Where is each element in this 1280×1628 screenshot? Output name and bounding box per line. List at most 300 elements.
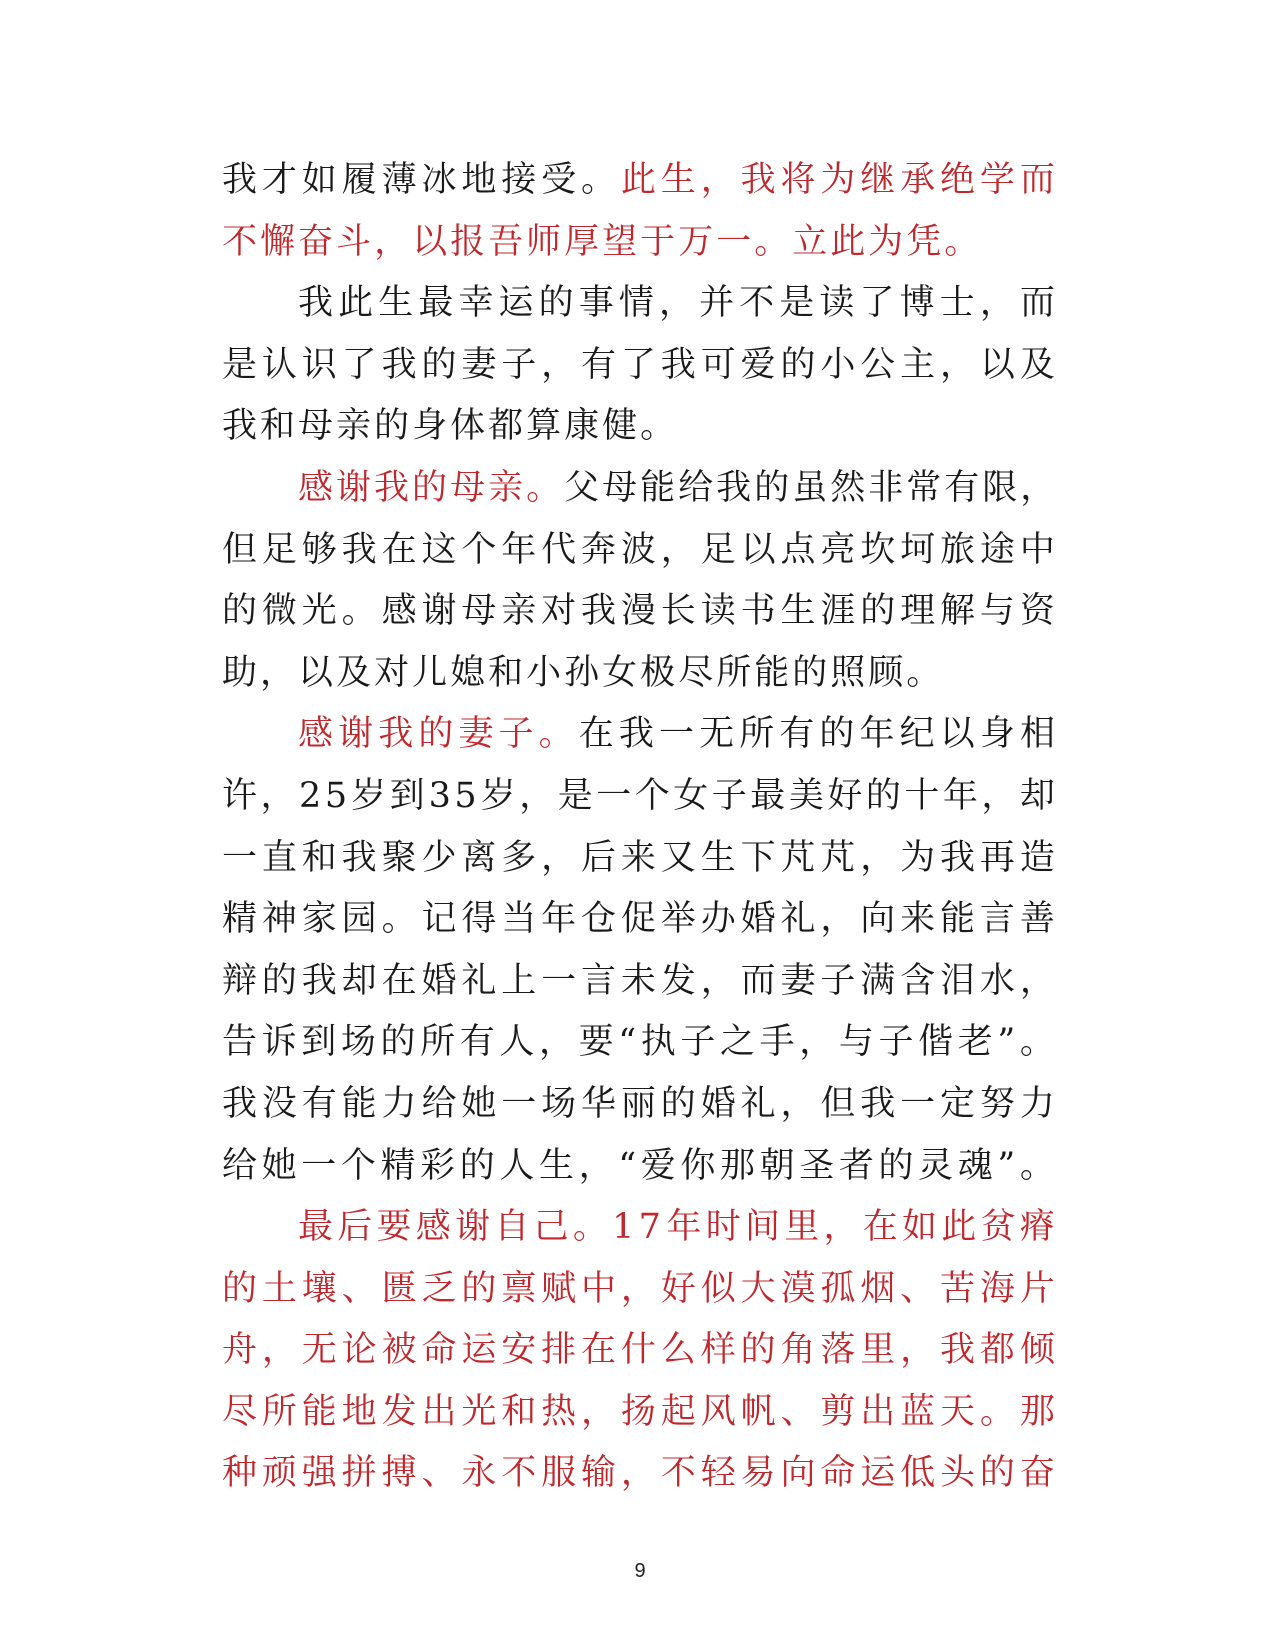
text-char: 我 bbox=[222, 1083, 261, 1124]
text-char: 后 bbox=[337, 1207, 376, 1248]
text-char: 。 bbox=[979, 1391, 1018, 1432]
text-char: 无 bbox=[301, 1330, 340, 1371]
text-char: 拼 bbox=[341, 1453, 380, 1494]
text-char: 与 bbox=[979, 591, 1018, 632]
text-char: 理 bbox=[900, 591, 939, 632]
text-line bbox=[222, 1443, 1058, 1505]
text-char: 助 bbox=[222, 652, 261, 693]
text-char: 漫 bbox=[620, 591, 659, 632]
text-char: 似 bbox=[700, 1268, 739, 1309]
text-char: 角 bbox=[780, 1330, 819, 1371]
text-char: 继 bbox=[860, 160, 899, 200]
text-char: 却 bbox=[341, 960, 380, 1001]
text-char: 不 bbox=[222, 221, 261, 262]
text-char: 我 bbox=[740, 160, 779, 200]
text-char: 能 bbox=[341, 1083, 380, 1124]
text-char: 子 bbox=[501, 344, 540, 385]
text-char: 苦 bbox=[940, 1268, 979, 1309]
text-char: 我 bbox=[581, 591, 620, 632]
text-char: 办 bbox=[700, 899, 739, 940]
text-char: ， bbox=[260, 775, 299, 816]
text-char: 感 bbox=[298, 714, 337, 755]
text-char: 及 bbox=[336, 652, 375, 693]
text-char: 婚 bbox=[740, 899, 779, 940]
text-line bbox=[222, 1074, 1058, 1136]
text-char: ， bbox=[260, 652, 299, 693]
text-char: 蓝 bbox=[900, 1391, 939, 1432]
text-char: 我 bbox=[341, 837, 380, 878]
text-char: 一 bbox=[541, 960, 580, 1001]
text-char: 士 bbox=[939, 283, 978, 324]
text-char: 来 bbox=[620, 837, 659, 878]
text-char: 易 bbox=[740, 1453, 779, 1494]
text-char: 告 bbox=[222, 1022, 261, 1063]
text-char: 地 bbox=[341, 1391, 380, 1432]
text-line bbox=[222, 1259, 1058, 1321]
text-char: 到 bbox=[389, 775, 428, 816]
text-char: 仓 bbox=[581, 899, 620, 940]
text-char: 所 bbox=[716, 652, 755, 693]
text-char: 是 bbox=[557, 775, 596, 816]
text-char: 魂 bbox=[957, 1145, 996, 1186]
text-char: ， bbox=[979, 283, 1018, 324]
text-char: 海 bbox=[979, 1268, 1018, 1309]
text-char: 个 bbox=[340, 1145, 379, 1186]
text-char: ， bbox=[620, 1453, 659, 1494]
text-char: 对 bbox=[374, 652, 413, 693]
text-char: 将 bbox=[780, 160, 819, 200]
text-char: 生 bbox=[780, 591, 819, 632]
text-char: 己 bbox=[533, 1207, 572, 1248]
text-char: 了 bbox=[620, 344, 659, 385]
text-char: ， bbox=[700, 960, 739, 1001]
text-char: 公 bbox=[860, 344, 899, 385]
text-char: 谢 bbox=[421, 591, 460, 632]
text-char: 媳 bbox=[450, 652, 489, 693]
text-char: 受 bbox=[541, 160, 580, 200]
text-line bbox=[222, 150, 1058, 212]
text-char: 爱 bbox=[640, 1145, 679, 1186]
text-char: 和 bbox=[260, 406, 299, 447]
text-char: 以 bbox=[298, 652, 337, 693]
text-char: 生 bbox=[378, 283, 417, 324]
text-char: 园 bbox=[341, 899, 380, 940]
text-char: 望 bbox=[602, 221, 641, 262]
text-char: 天 bbox=[940, 1391, 979, 1432]
text-char: 辩 bbox=[222, 960, 261, 1001]
text-char: 感 bbox=[298, 467, 337, 508]
text-line bbox=[222, 766, 1058, 828]
text-char: 者 bbox=[838, 1145, 877, 1186]
text-char: 报 bbox=[450, 221, 489, 262]
text-char: 妻 bbox=[461, 344, 500, 385]
text-char: 。 bbox=[572, 1207, 611, 1248]
text-char: 谢 bbox=[455, 1207, 494, 1248]
text-char: 感 bbox=[381, 591, 420, 632]
text-char: 奋 bbox=[1019, 1453, 1058, 1494]
text-char: 年 bbox=[501, 529, 540, 570]
text-char: 5 bbox=[324, 775, 351, 816]
text-char: ， bbox=[1020, 467, 1059, 508]
text-char: 你 bbox=[680, 1145, 719, 1186]
text-char: 谢 bbox=[336, 467, 375, 508]
text-char: 母 bbox=[450, 467, 489, 508]
text-char: 冰 bbox=[421, 160, 460, 200]
text-char: 一 bbox=[900, 1083, 939, 1124]
text-char: 少 bbox=[421, 837, 460, 878]
text-char: ， bbox=[981, 775, 1020, 816]
text-char: 代 bbox=[541, 529, 580, 570]
text-char: 一 bbox=[596, 775, 635, 816]
text-char: 离 bbox=[461, 837, 500, 878]
text-char: 及 bbox=[1019, 344, 1058, 385]
text-char: 能 bbox=[640, 467, 679, 508]
text-char: 此 bbox=[830, 221, 869, 262]
text-char: 输 bbox=[581, 1453, 620, 1494]
text-char: 漠 bbox=[780, 1268, 819, 1309]
text-char: 落 bbox=[820, 1330, 859, 1371]
text-char: 力 bbox=[381, 1083, 420, 1124]
text-char: 与 bbox=[838, 1022, 877, 1063]
text-char: 她 bbox=[461, 1083, 500, 1124]
text-char: 了 bbox=[341, 344, 380, 385]
text-char: 泪 bbox=[940, 960, 979, 1001]
text-char: ， bbox=[658, 283, 697, 324]
text-char: 又 bbox=[660, 837, 699, 878]
text-char: 命 bbox=[421, 1330, 460, 1371]
text-char: 吾 bbox=[488, 221, 527, 262]
text-char: 彩 bbox=[420, 1145, 459, 1186]
text-char: 女 bbox=[673, 775, 712, 816]
text-char: 朝 bbox=[759, 1145, 798, 1186]
text-char: 孤 bbox=[820, 1268, 859, 1309]
text-char: 是 bbox=[222, 344, 261, 385]
text-char: 并 bbox=[699, 283, 738, 324]
text-char: 妻 bbox=[780, 960, 819, 1001]
text-char: 再 bbox=[979, 837, 1018, 878]
text-char: 我 bbox=[618, 714, 657, 755]
text-char: 水 bbox=[979, 960, 1018, 1001]
text-char: 帆 bbox=[740, 1391, 779, 1432]
text-char: 要 bbox=[376, 1207, 415, 1248]
page-number: 9 bbox=[634, 1560, 646, 1582]
text-char: 尽 bbox=[678, 652, 717, 693]
text-char: 的 bbox=[865, 775, 904, 816]
text-char: 和 bbox=[301, 837, 340, 878]
text-char: 年 bbox=[666, 1207, 705, 1248]
text-char: ” bbox=[997, 1145, 1019, 1186]
text-char: 以 bbox=[939, 714, 978, 755]
text-char: 我 bbox=[298, 283, 337, 324]
text-char: 自 bbox=[494, 1207, 533, 1248]
text-char: ， bbox=[1019, 960, 1058, 1001]
text-char: 、 bbox=[900, 1268, 939, 1309]
text-char: 我 bbox=[222, 406, 261, 447]
text-char: 母 bbox=[461, 591, 500, 632]
text-char: 为 bbox=[900, 837, 939, 878]
text-char: 小 bbox=[526, 652, 565, 693]
text-char: 能 bbox=[754, 652, 793, 693]
text-char: 婚 bbox=[700, 1083, 739, 1124]
text-char: 我 bbox=[378, 714, 417, 755]
text-char: 之 bbox=[720, 1022, 759, 1063]
text-char: 的 bbox=[412, 467, 451, 508]
text-char: ， bbox=[660, 529, 699, 570]
text-char: 力 bbox=[1019, 1083, 1058, 1124]
text-char: 得 bbox=[461, 899, 500, 940]
text-char: 。 bbox=[341, 591, 380, 632]
text-char: 给 bbox=[222, 1145, 261, 1186]
text-char: 精 bbox=[222, 899, 261, 940]
text-char: 对 bbox=[541, 591, 580, 632]
text-char: 。 bbox=[754, 221, 793, 262]
text-char: 接 bbox=[501, 160, 540, 200]
text-char: 不 bbox=[660, 1453, 699, 1494]
text-char: ， bbox=[541, 344, 580, 385]
text-char: ， bbox=[519, 775, 558, 816]
text-char: 承 bbox=[900, 160, 939, 200]
text-char: 禀 bbox=[501, 1268, 540, 1309]
text-char: 服 bbox=[541, 1453, 580, 1494]
text-char: 亲 bbox=[488, 467, 527, 508]
text-char: 妻 bbox=[458, 714, 497, 755]
text-char: 偕 bbox=[918, 1022, 957, 1063]
text-char: 最 bbox=[750, 775, 789, 816]
text-char: 女 bbox=[602, 652, 641, 693]
text-char: 地 bbox=[461, 160, 500, 200]
text-char: ， bbox=[700, 160, 739, 200]
text-line bbox=[222, 1320, 1058, 1382]
text-char: ， bbox=[261, 1330, 300, 1371]
text-char: 3 bbox=[428, 775, 454, 816]
text-char: 情 bbox=[618, 283, 657, 324]
text-char: 匮 bbox=[381, 1268, 420, 1309]
text-char: 给 bbox=[421, 1083, 460, 1124]
text-char: 圣 bbox=[799, 1145, 838, 1186]
text-char: 照 bbox=[830, 652, 869, 693]
text-char: 运 bbox=[860, 1453, 899, 1494]
text-char: 运 bbox=[461, 1330, 500, 1371]
text-char: 却 bbox=[1019, 775, 1058, 816]
text-char: 识 bbox=[301, 344, 340, 385]
text-char: 幸 bbox=[458, 283, 497, 324]
text-char: 大 bbox=[740, 1268, 779, 1309]
text-char: 么 bbox=[660, 1330, 699, 1371]
text-char: 那 bbox=[1019, 1391, 1058, 1432]
text-char: 。 bbox=[906, 652, 945, 693]
text-char: 但 bbox=[820, 1083, 859, 1124]
text-char: 下 bbox=[740, 837, 779, 878]
text-char: 算 bbox=[526, 406, 565, 447]
text-char: 一 bbox=[716, 221, 755, 262]
text-char: 爱 bbox=[740, 344, 779, 385]
text-char: 所 bbox=[420, 1022, 459, 1063]
text-char: 搏 bbox=[381, 1453, 420, 1494]
text-char: 的 bbox=[740, 1330, 779, 1371]
text-char: 我 bbox=[940, 1330, 979, 1371]
text-char: 此 bbox=[941, 1207, 980, 1248]
text-char: 的 bbox=[660, 1083, 699, 1124]
text-char: 出 bbox=[860, 1391, 899, 1432]
text-char: 善 bbox=[1019, 899, 1058, 940]
text-char: 以 bbox=[412, 221, 451, 262]
text-char: ， bbox=[581, 1391, 620, 1432]
text-char: 一 bbox=[501, 1083, 540, 1124]
text-char: 亮 bbox=[820, 529, 859, 570]
text-char: 多 bbox=[501, 837, 540, 878]
text-char: 、 bbox=[421, 1453, 460, 1494]
text-char: 执 bbox=[640, 1022, 679, 1063]
text-char: 的 bbox=[792, 652, 831, 693]
text-char: 绝 bbox=[940, 160, 979, 200]
text-char: 无 bbox=[699, 714, 738, 755]
text-line bbox=[222, 1012, 1058, 1074]
text-char: 奔 bbox=[581, 529, 620, 570]
text-char: 的 bbox=[860, 591, 899, 632]
text-char: 向 bbox=[860, 899, 899, 940]
text-char: 为 bbox=[868, 221, 907, 262]
text-char: ， bbox=[541, 837, 580, 878]
text-char: 有 bbox=[301, 1083, 340, 1124]
text-char: 够 bbox=[301, 529, 340, 570]
text-char: ， bbox=[860, 837, 899, 878]
text-char: 足 bbox=[261, 529, 300, 570]
text-char: 立 bbox=[792, 221, 831, 262]
text-char: 在 bbox=[381, 529, 420, 570]
text-char: 、 bbox=[780, 1391, 819, 1432]
text-char: 不 bbox=[501, 1453, 540, 1494]
text-char: ， bbox=[900, 1330, 939, 1371]
text-char: 芃 bbox=[820, 837, 859, 878]
text-char: 那 bbox=[720, 1145, 759, 1186]
text-line bbox=[222, 889, 1058, 951]
text-char: ， bbox=[823, 1207, 862, 1248]
text-char: 相 bbox=[1019, 714, 1058, 755]
text-char: 手 bbox=[759, 1022, 798, 1063]
text-char: 生 bbox=[660, 160, 699, 200]
text-char: 母 bbox=[602, 467, 641, 508]
text-char: 向 bbox=[780, 1453, 819, 1494]
text-char: 灵 bbox=[918, 1145, 957, 1186]
text-char: 此 bbox=[338, 283, 377, 324]
text-char: 厚 bbox=[564, 221, 603, 262]
text-char: 子 bbox=[498, 714, 537, 755]
text-char: 微 bbox=[261, 591, 300, 632]
text-char: 强 bbox=[301, 1453, 340, 1494]
text-char: 而 bbox=[740, 960, 779, 1001]
text-char: 可 bbox=[700, 344, 739, 385]
text-char: 芃 bbox=[780, 837, 819, 878]
text-char: 常 bbox=[906, 467, 945, 508]
text-char: 然 bbox=[830, 467, 869, 508]
text-char: 坎 bbox=[860, 529, 899, 570]
text-char: 在 bbox=[862, 1207, 901, 1248]
text-char: 岁 bbox=[480, 775, 519, 816]
text-char: 。 bbox=[944, 221, 983, 262]
text-char: 种 bbox=[222, 1453, 261, 1494]
text-char: 儿 bbox=[412, 652, 451, 693]
text-char: ， bbox=[578, 1145, 617, 1186]
text-char: 亲 bbox=[336, 406, 375, 447]
text-char: 里 bbox=[784, 1207, 823, 1248]
text-char: 美 bbox=[788, 775, 827, 816]
text-char: 小 bbox=[820, 344, 859, 385]
text-char: 在 bbox=[578, 714, 617, 755]
text-char: 奋 bbox=[298, 221, 337, 262]
text-char: 和 bbox=[501, 1391, 540, 1432]
text-char: ， bbox=[620, 1268, 659, 1309]
text-char: 好 bbox=[660, 1268, 699, 1309]
text-char: 凭 bbox=[906, 221, 945, 262]
text-char: 的 bbox=[538, 283, 577, 324]
text-char: 要 bbox=[578, 1022, 617, 1063]
text-char: 资 bbox=[1019, 591, 1058, 632]
text-char: 运 bbox=[498, 283, 537, 324]
text-char: 头 bbox=[940, 1453, 979, 1494]
text-char: 促 bbox=[620, 899, 659, 940]
text-char: 来 bbox=[900, 899, 939, 940]
text-char: ， bbox=[539, 1022, 578, 1063]
text-char: 论 bbox=[341, 1330, 380, 1371]
text-char: 舟 bbox=[222, 1330, 261, 1371]
text-line bbox=[222, 1136, 1058, 1198]
text-char: 的 bbox=[374, 406, 413, 447]
text-char: 涯 bbox=[820, 591, 859, 632]
text-char: 我 bbox=[716, 467, 755, 508]
text-char: 以 bbox=[740, 529, 779, 570]
text-char: 一 bbox=[301, 1145, 340, 1186]
text-char: ， bbox=[820, 899, 859, 940]
text-char: 的 bbox=[878, 1145, 917, 1186]
text-char: 我 bbox=[374, 467, 413, 508]
text-char: 尽 bbox=[222, 1391, 261, 1432]
text-char: 片 bbox=[1019, 1268, 1058, 1309]
text-char: 万 bbox=[678, 221, 717, 262]
text-char: 十 bbox=[904, 775, 943, 816]
text-char: 足 bbox=[700, 529, 739, 570]
text-char: 所 bbox=[261, 1391, 300, 1432]
text-char: 年 bbox=[942, 775, 981, 816]
text-char: 的 bbox=[819, 714, 858, 755]
text-line bbox=[222, 1382, 1058, 1444]
text-char: 亲 bbox=[501, 591, 540, 632]
text-char: 斗 bbox=[336, 221, 375, 262]
text-char: 顾 bbox=[868, 652, 907, 693]
text-char: 定 bbox=[940, 1083, 979, 1124]
text-char: 长 bbox=[660, 591, 699, 632]
text-char: 身 bbox=[412, 406, 451, 447]
text-char: 未 bbox=[620, 960, 659, 1001]
text-char: 岁 bbox=[351, 775, 390, 816]
text-char: 读 bbox=[700, 591, 739, 632]
text-char: 这 bbox=[421, 529, 460, 570]
text-char: 在 bbox=[581, 1330, 620, 1371]
text-char: 的 bbox=[421, 344, 460, 385]
text-char: 样 bbox=[700, 1330, 739, 1371]
text-char: 直 bbox=[261, 837, 300, 878]
text-char: ， bbox=[780, 1083, 819, 1124]
text-char: 聚 bbox=[381, 837, 420, 878]
text-char: 举 bbox=[660, 899, 699, 940]
text-char: 的 bbox=[418, 714, 457, 755]
text-char: 乏 bbox=[421, 1268, 460, 1309]
text-char: 满 bbox=[860, 960, 899, 1001]
text-char: 的 bbox=[261, 960, 300, 1001]
text-char: 。 bbox=[526, 467, 565, 508]
text-char: 倾 bbox=[1019, 1330, 1058, 1371]
text-char: 中 bbox=[581, 1268, 620, 1309]
text-char: 。 bbox=[581, 160, 620, 200]
